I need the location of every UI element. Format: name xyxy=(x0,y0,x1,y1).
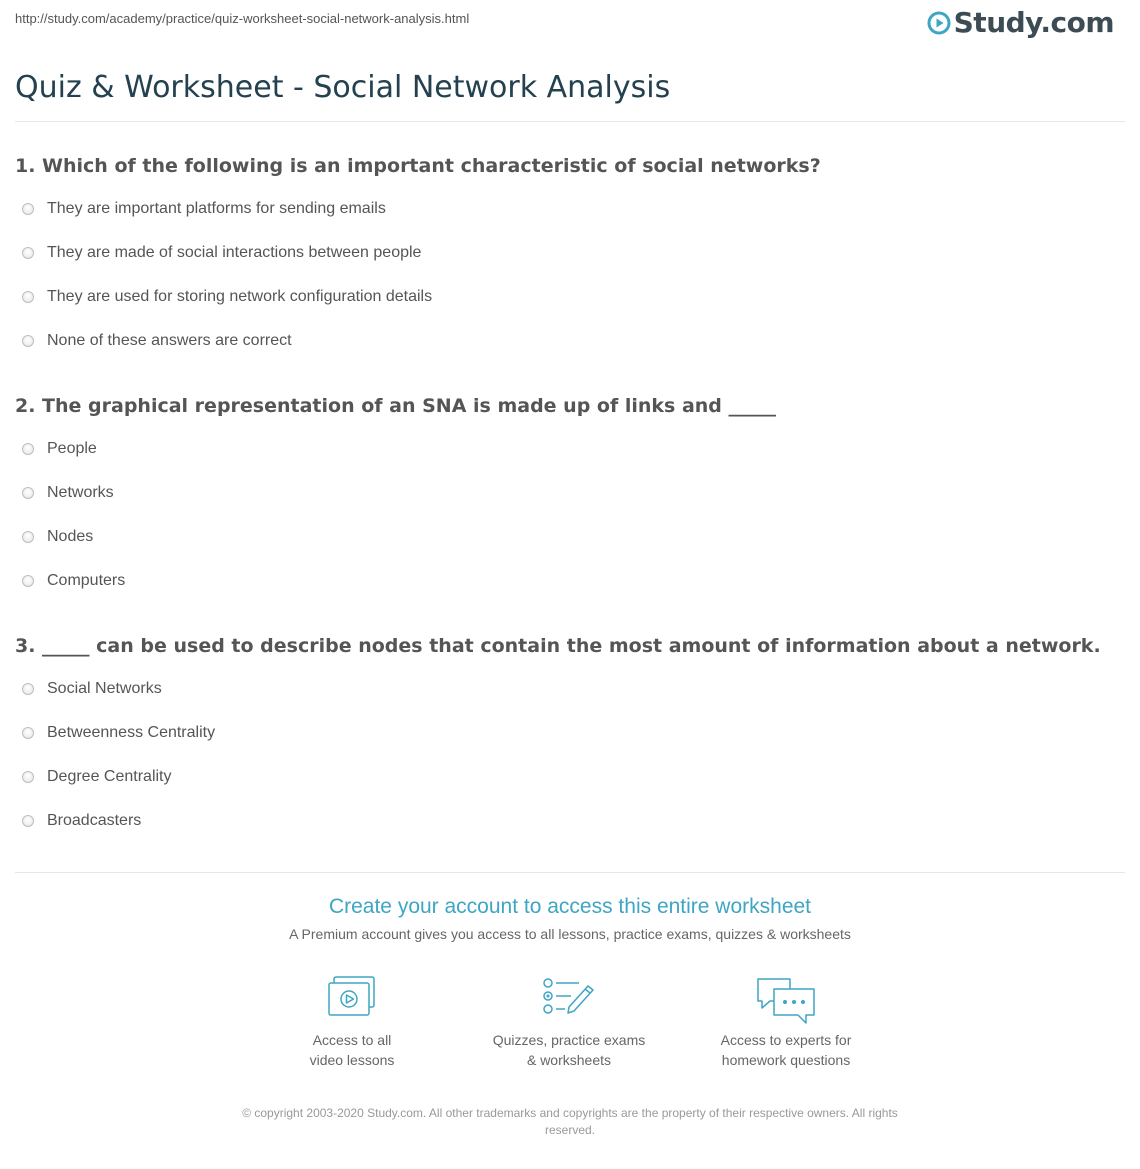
radio-button[interactable] xyxy=(22,291,34,303)
quiz-checklist-icon xyxy=(541,975,597,1019)
video-lessons-icon xyxy=(326,975,378,1019)
answer-option[interactable] xyxy=(22,812,141,830)
answer-option[interactable] xyxy=(22,484,114,502)
logo-text: Study.com xyxy=(953,6,1114,39)
create-account-link[interactable]: Create your account to access this entire worksheet xyxy=(328,895,812,918)
radio-button[interactable] xyxy=(22,335,34,347)
page-title: Quiz & Worksheet - Social Network Analysis xyxy=(15,70,671,105)
answer-option[interactable] xyxy=(22,768,172,786)
chat-bubbles-icon xyxy=(754,975,818,1027)
radio-button[interactable] xyxy=(22,247,34,259)
answer-label: People xyxy=(47,440,97,457)
feature-label: & worksheets xyxy=(526,1052,612,1068)
answer-label: None of these answers are correct xyxy=(47,332,292,349)
feature-label: homework questions xyxy=(721,1052,851,1068)
answer-option[interactable] xyxy=(22,724,215,742)
answer-option[interactable] xyxy=(22,200,386,218)
copyright-footer xyxy=(215,1105,925,1139)
answer-label: They are made of social interactions between people xyxy=(47,244,422,261)
answer-option[interactable] xyxy=(22,332,292,350)
radio-button[interactable] xyxy=(22,487,34,499)
radio-button[interactable] xyxy=(22,443,34,455)
answer-option[interactable] xyxy=(22,680,162,698)
answer-label: Broadcasters xyxy=(47,812,142,829)
title-divider xyxy=(15,121,1125,122)
feature-video-lessons xyxy=(252,975,452,1070)
feature-experts xyxy=(686,975,886,1070)
answer-label: Social Networks xyxy=(47,680,162,697)
radio-button[interactable] xyxy=(22,531,34,543)
premium-description: A Premium account gives you access to all lessons, practice exams, quizzes & worksheets xyxy=(289,926,851,942)
answer-option[interactable] xyxy=(22,572,125,590)
answer-label: Networks xyxy=(47,484,114,501)
feature-label: Access to experts for xyxy=(720,1032,852,1048)
study-logo[interactable] xyxy=(927,6,1114,39)
copyright-text: reserved. xyxy=(544,1123,596,1137)
answer-option[interactable] xyxy=(22,244,421,262)
answer-option[interactable] xyxy=(22,288,432,306)
answer-label: Nodes xyxy=(47,528,94,545)
answer-label: They are important platforms for sending emails xyxy=(47,200,386,217)
question-1: 1. Which of the following is an important characteristic of social networks? xyxy=(15,155,821,177)
answer-option[interactable] xyxy=(22,440,97,458)
feature-label: video lessons xyxy=(309,1052,395,1068)
answer-option[interactable] xyxy=(22,528,93,546)
radio-button[interactable] xyxy=(22,575,34,587)
feature-label: Quizzes, practice exams xyxy=(492,1032,646,1048)
answer-label: They are used for storing network configuration details xyxy=(47,288,433,305)
question-3: 3. _____ can be used to describe nodes that contain the most amount of information about a network. xyxy=(15,635,1101,657)
radio-button[interactable] xyxy=(22,815,34,827)
question-2: 2. The graphical representation of an SNA is made up of links and _____ xyxy=(15,395,777,417)
radio-button[interactable] xyxy=(22,771,34,783)
radio-button[interactable] xyxy=(22,727,34,739)
copyright-text: © copyright 2003-2020 Study.com. All other trademarks and copyrights are the property of their respective owners. All rights xyxy=(242,1106,898,1120)
radio-button[interactable] xyxy=(22,683,34,695)
feature-quizzes xyxy=(469,975,669,1070)
answer-label: Computers xyxy=(47,572,126,589)
answer-label: Betweenness Centrality xyxy=(47,724,216,741)
play-circle-icon xyxy=(927,11,951,35)
answer-label: Degree Centrality xyxy=(47,768,172,785)
page-url: http://study.com/academy/practice/quiz-worksheet-social-network-analysis.html xyxy=(15,11,470,26)
feature-label: Access to all xyxy=(312,1032,392,1048)
section-divider xyxy=(15,872,1125,873)
radio-button[interactable] xyxy=(22,203,34,215)
